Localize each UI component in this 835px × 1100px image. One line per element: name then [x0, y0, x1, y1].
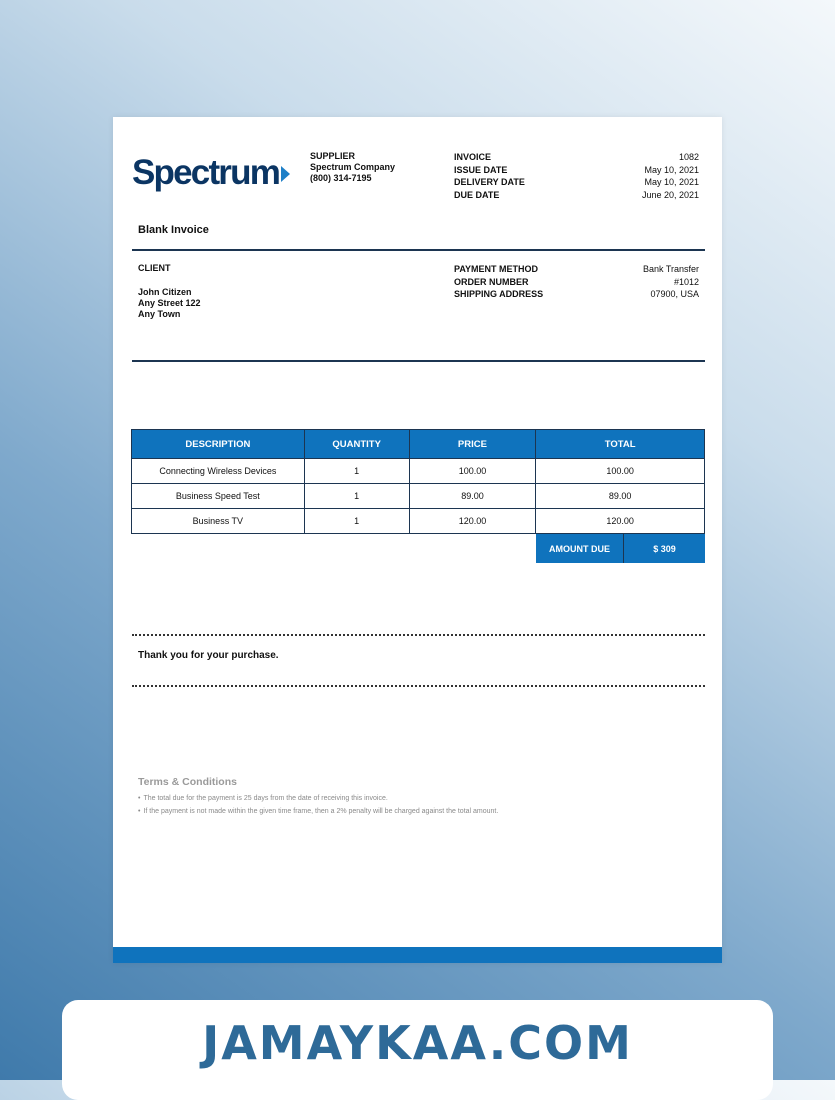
cell-price: 89.00	[409, 484, 536, 509]
dotted-divider-top	[132, 634, 705, 636]
due-date-value: June 20, 2021	[641, 189, 699, 200]
supplier-phone: (800) 314-7195	[310, 173, 372, 183]
watermark-banner	[62, 1000, 773, 1100]
terms-title: Terms & Conditions	[138, 776, 237, 788]
table-row	[132, 459, 705, 484]
shipping-address-value: 07900, USA	[650, 289, 699, 299]
cell-quantity: 1	[304, 509, 409, 534]
cell-price: 120.00	[409, 509, 536, 534]
payment-method-label: PAYMENT METHOD	[454, 264, 539, 274]
footer-bar	[113, 947, 722, 963]
logo-arrow-icon	[281, 166, 290, 182]
order-number-label: ORDER NUMBER	[454, 276, 529, 287]
table-header-row	[132, 430, 705, 459]
cell-quantity: 1	[304, 459, 409, 484]
bullet-icon: •	[138, 808, 141, 815]
client-block	[138, 263, 201, 320]
cell-price: 100.00	[409, 459, 536, 484]
document-title: Blank Invoice	[138, 224, 209, 236]
supplier-label: SUPPLIER	[310, 151, 356, 161]
watermark-text: JAMAYKAA.COM	[202, 1016, 633, 1070]
header-description: DESCRIPTION	[132, 430, 305, 459]
bullet-icon: •	[138, 795, 141, 802]
cell-quantity: 1	[304, 484, 409, 509]
payment-values	[643, 263, 699, 301]
table-row	[132, 484, 705, 509]
cell-description: Business TV	[132, 509, 305, 534]
delivery-date-label: DELIVERY DATE	[454, 177, 525, 187]
header-divider	[132, 249, 705, 251]
header-price: PRICE	[409, 430, 536, 459]
line-items-table	[131, 429, 705, 534]
issue-date-label: ISSUE DATE	[454, 164, 508, 175]
amount-due-label: AMOUNT DUE	[536, 534, 624, 563]
cell-total: 120.00	[536, 509, 705, 534]
client-name: John Citizen	[138, 287, 192, 297]
supplier-name: Spectrum Company	[310, 162, 396, 172]
logo-wordmark: Spectrum	[132, 152, 280, 192]
dotted-divider-bottom	[132, 685, 705, 687]
payment-method-value: Bank Transfer	[642, 264, 699, 274]
payment-labels	[454, 263, 543, 301]
cell-total: 89.00	[536, 484, 705, 509]
supplier-block	[310, 151, 395, 184]
invoice-number-label: INVOICE	[454, 152, 492, 162]
issue-date-value: May 10, 2021	[644, 164, 699, 175]
cell-total: 100.00	[536, 459, 705, 484]
invoice-meta-labels	[454, 151, 525, 201]
invoice-number-value: 1082	[678, 152, 699, 162]
client-town: Any Town	[138, 309, 181, 319]
thank-you-note: Thank you for your purchase.	[138, 650, 279, 661]
header-total: TOTAL	[536, 430, 705, 459]
terms-item: • If the payment is not made within the given time frame, then a 2% penalty will be charged against the total amount.	[138, 808, 499, 815]
amount-due-value: $ 309	[624, 534, 705, 563]
client-label: CLIENT	[138, 263, 171, 273]
header-quantity: QUANTITY	[304, 430, 409, 459]
shipping-address-label: SHIPPING ADDRESS	[454, 289, 544, 299]
table-row	[132, 509, 705, 534]
order-number-value: #1012	[673, 276, 699, 287]
cell-description: Business Speed Test	[132, 484, 305, 509]
invoice-meta-values	[642, 151, 699, 201]
amount-due-box	[536, 534, 705, 563]
due-date-label: DUE DATE	[454, 189, 500, 200]
invoice-page	[113, 117, 722, 963]
client-street: Any Street 122	[138, 298, 201, 308]
spectrum-logo	[132, 152, 290, 192]
terms-list	[138, 792, 498, 818]
delivery-date-value: May 10, 2021	[644, 177, 699, 187]
client-divider	[132, 360, 705, 362]
cell-description: Connecting Wireless Devices	[132, 459, 305, 484]
terms-item: • The total due for the payment is 25 days from the date of receiving this invoice.	[138, 795, 388, 802]
